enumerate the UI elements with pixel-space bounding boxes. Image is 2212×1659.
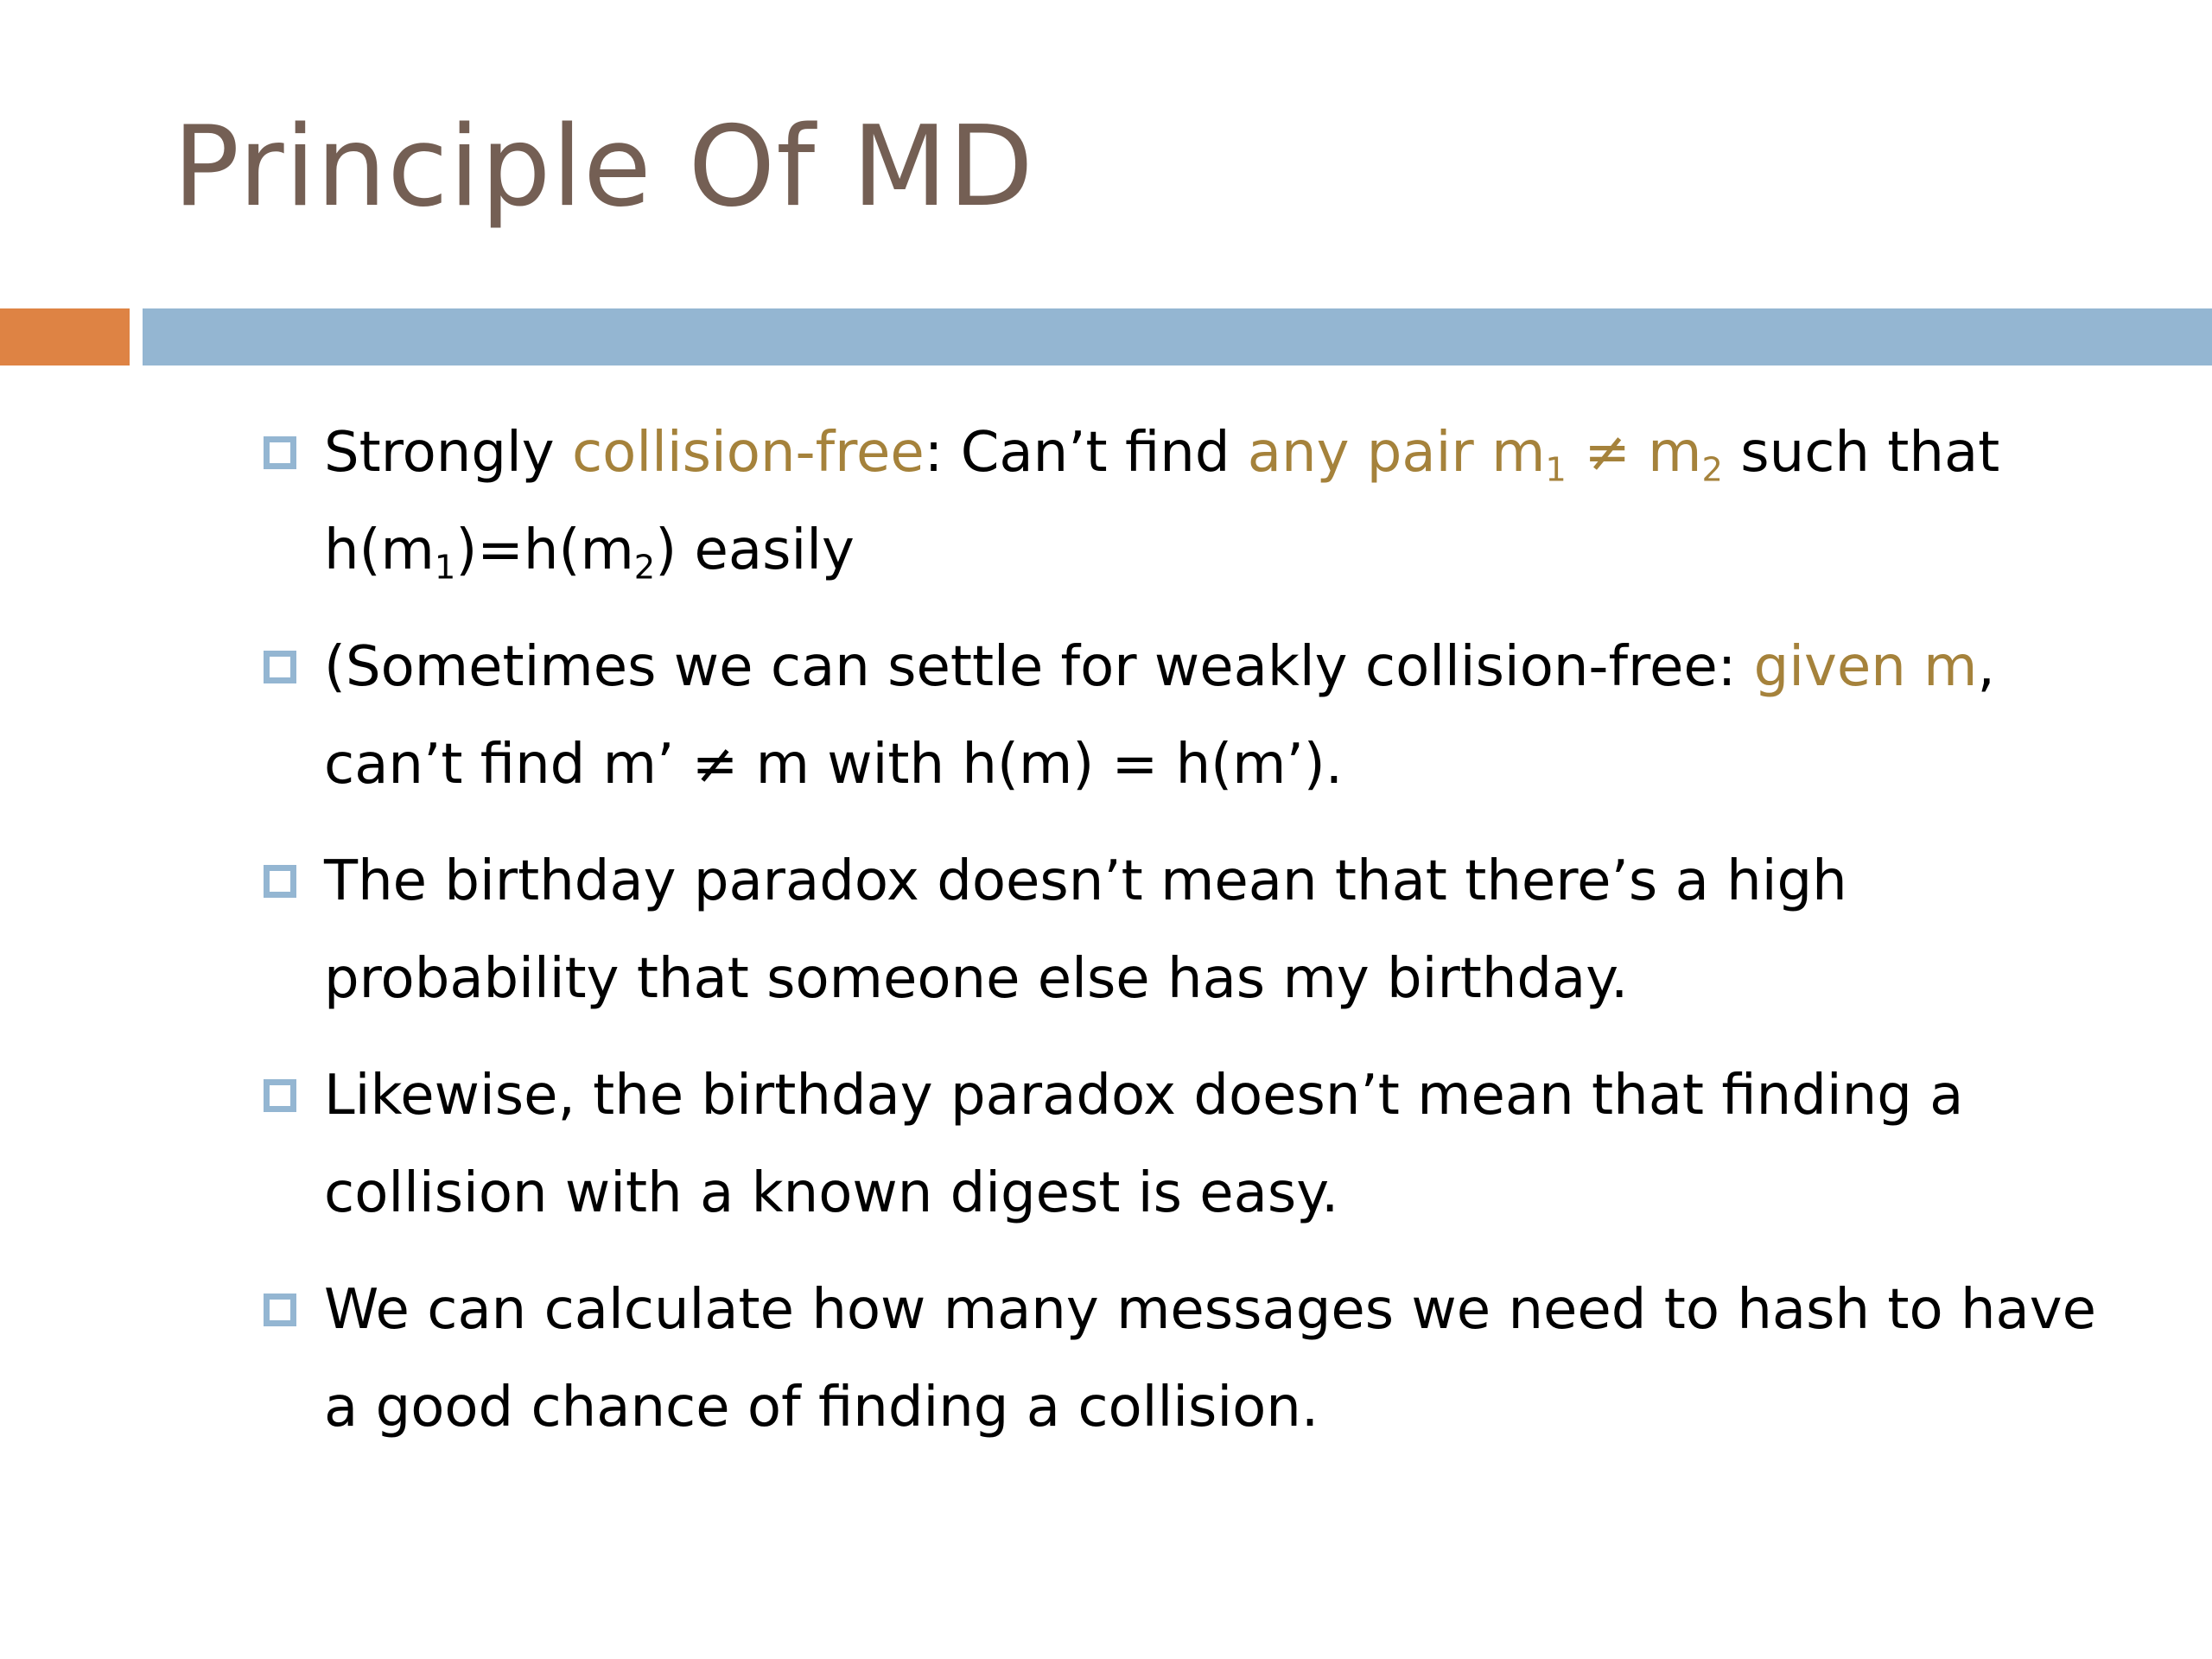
- highlight-term: given m: [1753, 635, 1978, 699]
- highlight-term: any pair $m_1 \ne m_2$: [1247, 421, 1723, 490]
- title-accent-bar-orange: [0, 308, 130, 365]
- bullet-item-strongly-collision-free: [262, 404, 2120, 600]
- title-accent-bar-blue: [143, 308, 2212, 365]
- hollow-square-bullet-icon: [264, 436, 296, 469]
- bullet-text: The birthday paradox doesn’t mean that there’s a high probability that someone else has my birthday.: [324, 849, 1847, 1011]
- bullet-item-calculate-messages: [262, 1262, 2120, 1457]
- hollow-square-bullet-icon: [264, 1294, 296, 1326]
- bullet-list: [262, 404, 2120, 1476]
- hollow-square-bullet-icon: [264, 651, 296, 683]
- bullet-text: (Sometimes we can settle for weakly collision-free: given m, can’t find m’ ≠ m with h(m) = h(m’).: [324, 635, 1995, 797]
- bullet-text: We can calculate how many messages we need to hash to have a good chance of finding a collision.: [324, 1278, 2096, 1440]
- bullet-text: Likewise, the birthday paradox doesn’t mean that finding a collision with a known digest is easy.: [324, 1064, 1964, 1225]
- slide-title: Principle Of MD: [173, 103, 1034, 232]
- hollow-square-bullet-icon: [264, 1079, 296, 1112]
- bullet-text: Strongly collision-free: Can’t find any pair $m_1 \ne m_2$ such that $h(m_1)=h(m_2)$ easily: [324, 421, 2000, 588]
- hollow-square-bullet-icon: [264, 865, 296, 898]
- highlight-term: collision-free: [571, 421, 925, 485]
- bullet-item-weakly-collision-free: [262, 619, 2120, 814]
- bullet-item-birthday-paradox: [262, 833, 2120, 1028]
- bullet-item-known-digest: [262, 1047, 2120, 1243]
